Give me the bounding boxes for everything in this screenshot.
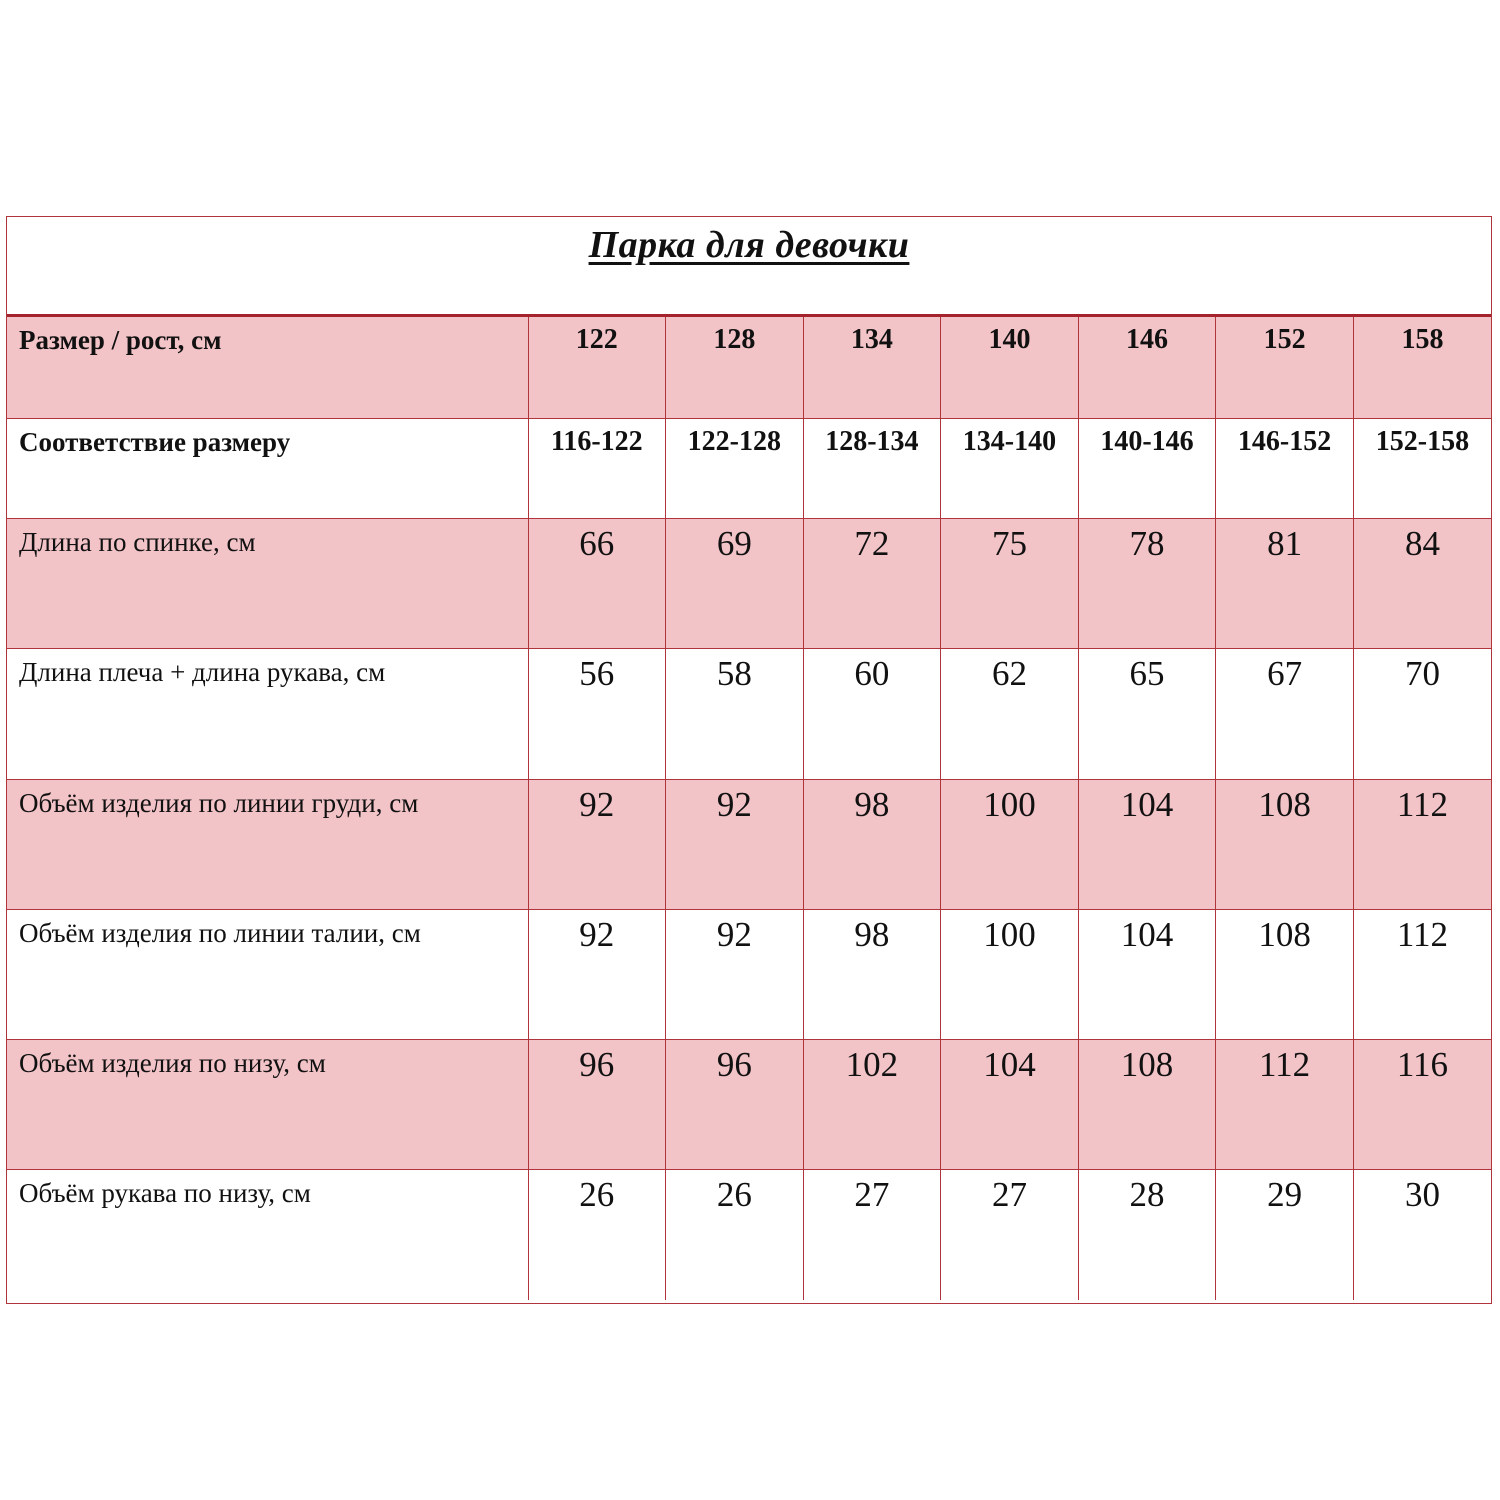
table-cell	[941, 648, 1079, 779]
row-label-text: Объём изделия по низу, см	[19, 1047, 326, 1078]
cell-value: 152-158	[1375, 425, 1470, 457]
table-cell	[803, 518, 941, 648]
table-cell	[803, 909, 941, 1039]
table-cell	[666, 909, 804, 1039]
table-cell	[528, 1039, 666, 1169]
cell-value: 116-122	[550, 425, 643, 457]
table-cell	[941, 1039, 1079, 1169]
row-label	[7, 909, 528, 1039]
table-cell	[803, 1039, 941, 1169]
cell-value: 112	[1396, 914, 1449, 954]
title-row	[7, 217, 1491, 317]
row-label-text: Соответствие размеру	[19, 426, 291, 457]
table-cell	[1078, 418, 1216, 518]
cell-value: 92	[579, 914, 615, 954]
cell-value: 100	[983, 914, 1036, 954]
table-cell	[666, 1169, 804, 1300]
row-waist-volume	[7, 909, 1491, 1039]
cell-value: 152	[1263, 324, 1306, 355]
table-cell	[1216, 1169, 1354, 1300]
cell-value: 100	[983, 784, 1036, 824]
cell-value: 104	[983, 1044, 1036, 1084]
table-cell	[1353, 518, 1491, 648]
cell-value: 140	[988, 324, 1031, 355]
table-cell	[1353, 779, 1491, 909]
cell-value: 29	[1267, 1174, 1303, 1214]
cell-value: 78	[1129, 523, 1165, 563]
row-sleeve-hem-volume	[7, 1169, 1491, 1300]
cell-value: 128-134	[825, 425, 919, 457]
cell-value: 108	[1258, 784, 1311, 824]
cell-value: 67	[1267, 653, 1303, 693]
cell-value: 56	[579, 653, 615, 693]
table-cell	[1353, 1039, 1491, 1169]
cell-value: 122-128	[687, 425, 781, 457]
table-cell	[528, 779, 666, 909]
table-cell	[803, 418, 941, 518]
cell-value: 70	[1404, 653, 1440, 693]
table-cell	[1216, 418, 1354, 518]
table-cell	[941, 779, 1079, 909]
table-cell	[1078, 909, 1216, 1039]
table-cell	[528, 909, 666, 1039]
table-cell	[1078, 648, 1216, 779]
size-table	[7, 317, 1491, 1300]
row-size-match	[7, 418, 1491, 518]
table-cell	[1078, 317, 1216, 418]
table-cell	[1078, 1039, 1216, 1169]
row-label	[7, 779, 528, 909]
row-label	[7, 648, 528, 779]
cell-value: 108	[1120, 1044, 1174, 1084]
table-cell	[666, 1039, 804, 1169]
cell-value: 146	[1126, 324, 1169, 355]
cell-value: 92	[716, 784, 752, 824]
cell-value: 158	[1401, 324, 1444, 355]
cell-value: 108	[1258, 914, 1311, 954]
cell-value: 128	[713, 324, 756, 355]
table-cell	[941, 518, 1079, 648]
cell-value: 62	[991, 653, 1027, 693]
cell-value: 98	[854, 784, 890, 824]
table-cell	[941, 418, 1079, 518]
cell-value: 134-140	[962, 425, 1057, 457]
cell-value: 134	[850, 324, 893, 355]
cell-value: 27	[991, 1174, 1027, 1214]
size-chart	[6, 216, 1492, 1304]
row-label-text: Длина плеча + длина рукава, см	[19, 656, 386, 687]
table-cell	[528, 317, 666, 418]
cell-value: 26	[716, 1174, 752, 1214]
cell-value: 96	[716, 1044, 752, 1084]
cell-value: 104	[1120, 784, 1174, 824]
table-cell	[1216, 1039, 1354, 1169]
cell-value: 122	[575, 324, 618, 355]
row-label-text: Размер / рост, см	[19, 325, 222, 355]
row-label	[7, 1169, 528, 1300]
cell-value: 104	[1120, 914, 1174, 954]
table-cell	[1353, 1169, 1491, 1300]
row-label	[7, 418, 528, 518]
table-cell	[528, 1169, 666, 1300]
row-label	[7, 1039, 528, 1169]
table-cell	[1078, 1169, 1216, 1300]
table-cell	[1078, 518, 1216, 648]
table-cell	[1216, 317, 1354, 418]
table-cell	[941, 909, 1079, 1039]
table-cell	[1353, 317, 1491, 418]
table-cell	[1353, 418, 1491, 518]
cell-value: 92	[716, 914, 752, 954]
row-label	[7, 518, 528, 648]
row-chest-volume	[7, 779, 1491, 909]
table-cell	[666, 418, 804, 518]
page-title: Парка для девочки	[588, 224, 910, 266]
table-cell	[1216, 779, 1354, 909]
cell-value: 112	[1396, 784, 1449, 824]
cell-value: 84	[1404, 523, 1440, 563]
row-label-text: Длина по спинке, см	[19, 526, 256, 557]
cell-value: 66	[579, 523, 615, 563]
table-cell	[666, 518, 804, 648]
cell-value: 60	[854, 653, 890, 693]
cell-value: 75	[991, 523, 1027, 563]
table-cell	[528, 648, 666, 779]
cell-value: 26	[579, 1174, 615, 1214]
table-cell	[1216, 518, 1354, 648]
cell-value: 140-146	[1100, 425, 1194, 457]
table-cell	[528, 418, 666, 518]
cell-value: 65	[1129, 653, 1165, 693]
cell-value: 92	[579, 784, 615, 824]
cell-value: 28	[1129, 1174, 1165, 1214]
table-cell	[803, 317, 941, 418]
table-cell	[1353, 909, 1491, 1039]
table-cell	[941, 317, 1079, 418]
row-label-text: Объём рукава по низу, см	[19, 1177, 311, 1208]
cell-value: 112	[1258, 1044, 1311, 1084]
row-back-length	[7, 518, 1491, 648]
cell-value: 81	[1267, 523, 1303, 563]
table-cell	[1216, 648, 1354, 779]
cell-value: 146-152	[1237, 425, 1332, 457]
table-cell	[1078, 779, 1216, 909]
table-cell	[666, 779, 804, 909]
cell-value: 116	[1396, 1044, 1449, 1084]
cell-value: 27	[854, 1174, 890, 1214]
row-label-text: Объём изделия по линии груди, см	[19, 787, 419, 818]
row-size-height	[7, 317, 1491, 418]
table-cell	[666, 648, 804, 779]
cell-value: 96	[579, 1044, 615, 1084]
row-hem-volume	[7, 1039, 1491, 1169]
table-cell	[803, 779, 941, 909]
table-cell	[803, 1169, 941, 1300]
cell-value: 98	[854, 914, 890, 954]
cell-value: 30	[1404, 1174, 1440, 1214]
table-cell	[666, 317, 804, 418]
table-cell	[1353, 648, 1491, 779]
cell-value: 102	[845, 1044, 899, 1084]
cell-value: 58	[716, 653, 752, 693]
table-cell	[1216, 909, 1354, 1039]
table-cell	[803, 648, 941, 779]
table-cell	[528, 518, 666, 648]
row-shoulder-sleeve-length	[7, 648, 1491, 779]
row-label-text: Объём изделия по линии талии, см	[19, 917, 421, 948]
cell-value: 69	[716, 523, 752, 563]
row-label	[7, 317, 528, 418]
cell-value: 72	[854, 523, 890, 563]
table-cell	[941, 1169, 1079, 1300]
